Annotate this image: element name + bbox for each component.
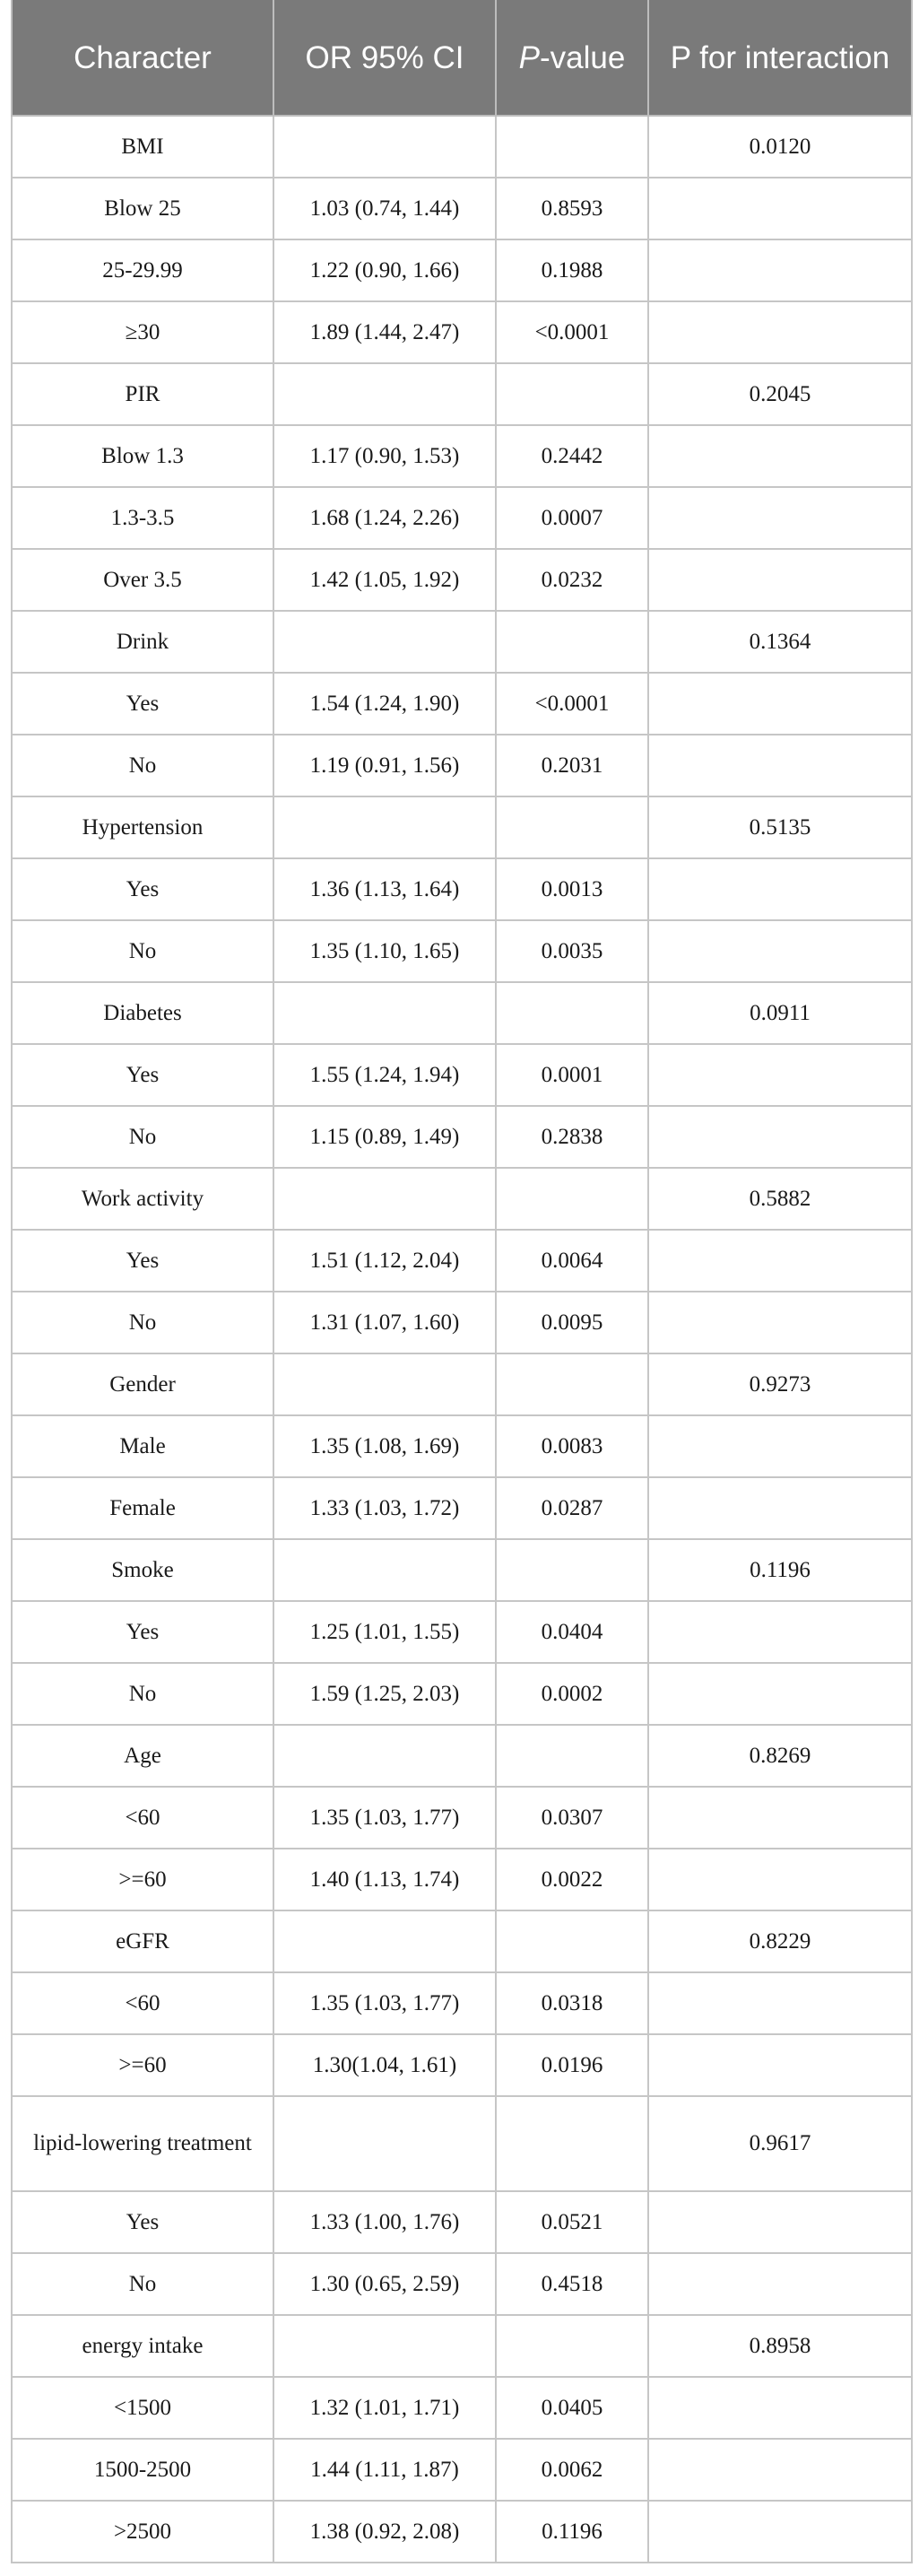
- cell-p-interaction: 0.8229: [648, 1910, 912, 1972]
- cell-p-interaction: [648, 1787, 912, 1849]
- cell-or-ci: 1.35 (1.03, 1.77): [273, 1787, 496, 1849]
- cell-or-ci: 1.38 (0.92, 2.08): [273, 2501, 496, 2563]
- cell-p-value: [496, 611, 648, 673]
- cell-character: Yes: [12, 1230, 273, 1292]
- table-row: [12, 673, 912, 735]
- cell-p-interaction: [648, 239, 912, 301]
- cell-p-value: 0.2031: [496, 735, 648, 796]
- cell-p-value: 0.0232: [496, 549, 648, 611]
- table-row: [12, 611, 912, 673]
- cell-p-value: 0.1988: [496, 239, 648, 301]
- cell-character: Diabetes: [12, 982, 273, 1044]
- cell-p-interaction: 0.1364: [648, 611, 912, 673]
- table-body: [12, 116, 912, 2563]
- cell-p-value: [496, 363, 648, 425]
- cell-character: No: [12, 2253, 273, 2315]
- cell-p-interaction: 0.2045: [648, 363, 912, 425]
- cell-or-ci: 1.32 (1.01, 1.71): [273, 2377, 496, 2439]
- cell-or-ci: 1.22 (0.90, 1.66): [273, 239, 496, 301]
- table-row: [12, 2191, 912, 2253]
- cell-or-ci: [273, 1168, 496, 1230]
- cell-or-ci: [273, 796, 496, 858]
- table-row: [12, 1477, 912, 1539]
- cell-p-value: 0.0007: [496, 487, 648, 549]
- cell-p-value: 0.0035: [496, 920, 648, 982]
- cell-or-ci: 1.35 (1.03, 1.77): [273, 1972, 496, 2034]
- cell-p-value: 0.1196: [496, 2501, 648, 2563]
- cell-character: Hypertension: [12, 796, 273, 858]
- cell-or-ci: 1.55 (1.24, 1.94): [273, 1044, 496, 1106]
- cell-p-value: [496, 1168, 648, 1230]
- cell-or-ci: [273, 982, 496, 1044]
- table-row: [12, 2315, 912, 2377]
- table-row: [12, 239, 912, 301]
- table-row: [12, 1044, 912, 1106]
- header-character: Character: [12, 0, 273, 116]
- cell-p-value: 0.4518: [496, 2253, 648, 2315]
- cell-p-value: 0.0001: [496, 1044, 648, 1106]
- cell-p-interaction: 0.5882: [648, 1168, 912, 1230]
- cell-p-interaction: [648, 301, 912, 363]
- cell-p-interaction: [648, 1849, 912, 1910]
- cell-p-value: [496, 2096, 648, 2191]
- cell-p-value: [496, 116, 648, 178]
- table-row: [12, 116, 912, 178]
- table-row: [12, 2377, 912, 2439]
- cell-p-value: 0.0062: [496, 2439, 648, 2501]
- cell-character: Yes: [12, 1044, 273, 1106]
- cell-p-value: [496, 796, 648, 858]
- cell-p-interaction: [648, 1477, 912, 1539]
- cell-p-value: 0.0404: [496, 1601, 648, 1663]
- cell-p-value: 0.2442: [496, 425, 648, 487]
- cell-or-ci: [273, 1539, 496, 1601]
- cell-p-value: 0.2838: [496, 1106, 648, 1168]
- table-row: [12, 1787, 912, 1849]
- cell-p-interaction: [648, 1044, 912, 1106]
- cell-or-ci: 1.31 (1.07, 1.60): [273, 1292, 496, 1353]
- cell-p-value: [496, 1725, 648, 1787]
- cell-or-ci: 1.15 (0.89, 1.49): [273, 1106, 496, 1168]
- cell-p-value: 0.0083: [496, 1415, 648, 1477]
- cell-or-ci: 1.03 (0.74, 1.44): [273, 178, 496, 239]
- cell-p-interaction: [648, 1106, 912, 1168]
- cell-or-ci: 1.40 (1.13, 1.74): [273, 1849, 496, 1910]
- cell-or-ci: 1.25 (1.01, 1.55): [273, 1601, 496, 1663]
- cell-p-interaction: [648, 549, 912, 611]
- table-row: [12, 1230, 912, 1292]
- table-row: [12, 178, 912, 239]
- cell-p-value: [496, 982, 648, 1044]
- cell-p-interaction: [648, 1292, 912, 1353]
- cell-p-value: 0.0521: [496, 2191, 648, 2253]
- cell-character: No: [12, 1292, 273, 1353]
- cell-p-value: 0.0318: [496, 1972, 648, 2034]
- cell-p-interaction: [648, 487, 912, 549]
- cell-character: 25-29.99: [12, 239, 273, 301]
- cell-or-ci: 1.54 (1.24, 1.90): [273, 673, 496, 735]
- cell-p-interaction: 0.5135: [648, 796, 912, 858]
- table-row: [12, 363, 912, 425]
- cell-p-value: 0.0013: [496, 858, 648, 920]
- cell-character: Smoke: [12, 1539, 273, 1601]
- table-row: [12, 2501, 912, 2563]
- cell-p-interaction: 0.9617: [648, 2096, 912, 2191]
- cell-p-interaction: [648, 920, 912, 982]
- cell-or-ci: 1.59 (1.25, 2.03): [273, 1663, 496, 1725]
- cell-or-ci: [273, 1353, 496, 1415]
- cell-p-interaction: [648, 2439, 912, 2501]
- cell-character: Age: [12, 1725, 273, 1787]
- cell-character: 1.3-3.5: [12, 487, 273, 549]
- cell-p-interaction: 0.0120: [648, 116, 912, 178]
- cell-or-ci: 1.35 (1.10, 1.65): [273, 920, 496, 982]
- cell-or-ci: 1.44 (1.11, 1.87): [273, 2439, 496, 2501]
- cell-or-ci: 1.51 (1.12, 2.04): [273, 1230, 496, 1292]
- table-row: [12, 1910, 912, 1972]
- cell-character: Yes: [12, 1601, 273, 1663]
- cell-p-interaction: [648, 1663, 912, 1725]
- table-row: [12, 1292, 912, 1353]
- cell-p-value: 0.0064: [496, 1230, 648, 1292]
- cell-or-ci: 1.17 (0.90, 1.53): [273, 425, 496, 487]
- cell-or-ci: [273, 363, 496, 425]
- table-row: [12, 1601, 912, 1663]
- cell-or-ci: [273, 1910, 496, 1972]
- cell-or-ci: [273, 1725, 496, 1787]
- cell-character: No: [12, 735, 273, 796]
- subgroup-interaction-table: [11, 0, 913, 2563]
- table-row: [12, 858, 912, 920]
- cell-character: >2500: [12, 2501, 273, 2563]
- cell-character: Blow 25: [12, 178, 273, 239]
- table-row: [12, 1972, 912, 2034]
- cell-p-value: 0.0196: [496, 2034, 648, 2096]
- cell-or-ci: 1.30(1.04, 1.61): [273, 2034, 496, 2096]
- table-row: [12, 1539, 912, 1601]
- cell-character: >=60: [12, 2034, 273, 2096]
- cell-character: No: [12, 920, 273, 982]
- table-row: [12, 1415, 912, 1477]
- cell-p-interaction: [648, 735, 912, 796]
- table-row: [12, 2253, 912, 2315]
- table-row: [12, 796, 912, 858]
- cell-or-ci: 1.33 (1.00, 1.76): [273, 2191, 496, 2253]
- cell-character: <60: [12, 1787, 273, 1849]
- cell-character: 1500-2500: [12, 2439, 273, 2501]
- table-row: [12, 301, 912, 363]
- cell-character: energy intake: [12, 2315, 273, 2377]
- cell-character: <60: [12, 1972, 273, 2034]
- cell-p-value: <0.0001: [496, 301, 648, 363]
- header-row: [12, 0, 912, 116]
- header-p-value: [496, 0, 648, 116]
- cell-p-interaction: [648, 2191, 912, 2253]
- cell-p-value: 0.8593: [496, 178, 648, 239]
- cell-p-value: 0.0307: [496, 1787, 648, 1849]
- cell-character: BMI: [12, 116, 273, 178]
- cell-character: Male: [12, 1415, 273, 1477]
- cell-p-value: 0.0022: [496, 1849, 648, 1910]
- cell-p-interaction: [648, 2034, 912, 2096]
- cell-character: Gender: [12, 1353, 273, 1415]
- cell-or-ci: 1.36 (1.13, 1.64): [273, 858, 496, 920]
- cell-p-value: <0.0001: [496, 673, 648, 735]
- table-row: [12, 1725, 912, 1787]
- cell-character: Blow 1.3: [12, 425, 273, 487]
- cell-p-interaction: [648, 2253, 912, 2315]
- cell-or-ci: 1.33 (1.03, 1.72): [273, 1477, 496, 1539]
- table-row: [12, 1663, 912, 1725]
- cell-character: ≥30: [12, 301, 273, 363]
- header-p-italic: P: [518, 39, 541, 75]
- cell-or-ci: [273, 611, 496, 673]
- cell-character: Over 3.5: [12, 549, 273, 611]
- table-row: [12, 549, 912, 611]
- cell-or-ci: 1.19 (0.91, 1.56): [273, 735, 496, 796]
- table-row: [12, 2034, 912, 2096]
- cell-p-interaction: 0.8958: [648, 2315, 912, 2377]
- cell-p-value: [496, 1539, 648, 1601]
- table-header: [12, 0, 912, 116]
- table-row: [12, 982, 912, 1044]
- cell-or-ci: [273, 2315, 496, 2377]
- table-row: [12, 1353, 912, 1415]
- cell-p-interaction: [648, 1972, 912, 2034]
- cell-character: Yes: [12, 2191, 273, 2253]
- cell-p-interaction: 0.1196: [648, 1539, 912, 1601]
- table-row: [12, 487, 912, 549]
- cell-p-interaction: [648, 1415, 912, 1477]
- cell-character: PIR: [12, 363, 273, 425]
- cell-p-interaction: [648, 858, 912, 920]
- cell-p-interaction: 0.8269: [648, 1725, 912, 1787]
- table-row: [12, 425, 912, 487]
- cell-character: >=60: [12, 1849, 273, 1910]
- cell-p-value: [496, 1910, 648, 1972]
- table-row: [12, 1849, 912, 1910]
- cell-or-ci: 1.42 (1.05, 1.92): [273, 549, 496, 611]
- cell-p-interaction: 0.0911: [648, 982, 912, 1044]
- header-or-ci: OR 95% CI: [273, 0, 496, 116]
- cell-or-ci: 1.68 (1.24, 2.26): [273, 487, 496, 549]
- cell-p-interaction: [648, 1601, 912, 1663]
- cell-p-interaction: [648, 673, 912, 735]
- table-row: [12, 2096, 912, 2191]
- cell-character: Yes: [12, 858, 273, 920]
- table-row: [12, 1106, 912, 1168]
- cell-or-ci: 1.30 (0.65, 2.59): [273, 2253, 496, 2315]
- cell-or-ci: [273, 2096, 496, 2191]
- cell-character: No: [12, 1663, 273, 1725]
- cell-p-value: 0.0002: [496, 1663, 648, 1725]
- cell-character: Drink: [12, 611, 273, 673]
- cell-p-value: 0.0405: [496, 2377, 648, 2439]
- cell-p-interaction: [648, 2377, 912, 2439]
- cell-p-value: [496, 2315, 648, 2377]
- cell-character: eGFR: [12, 1910, 273, 1972]
- cell-or-ci: [273, 116, 496, 178]
- cell-character: <1500: [12, 2377, 273, 2439]
- cell-p-interaction: [648, 178, 912, 239]
- cell-character: Female: [12, 1477, 273, 1539]
- cell-p-interaction: [648, 2501, 912, 2563]
- cell-character: Work activity: [12, 1168, 273, 1230]
- cell-p-value: 0.0287: [496, 1477, 648, 1539]
- table-row: [12, 2439, 912, 2501]
- table-row: [12, 920, 912, 982]
- cell-p-interaction: [648, 425, 912, 487]
- cell-or-ci: 1.35 (1.08, 1.69): [273, 1415, 496, 1477]
- header-p-interaction: P for interaction: [648, 0, 912, 116]
- table-row: [12, 1168, 912, 1230]
- table-row: [12, 735, 912, 796]
- cell-p-interaction: 0.9273: [648, 1353, 912, 1415]
- cell-p-value: 0.0095: [496, 1292, 648, 1353]
- cell-character: Yes: [12, 673, 273, 735]
- cell-character: lipid-lowering treatment: [12, 2096, 273, 2191]
- cell-or-ci: 1.89 (1.44, 2.47): [273, 301, 496, 363]
- header-p-suffix: -value: [540, 39, 626, 75]
- cell-character: No: [12, 1106, 273, 1168]
- cell-p-value: [496, 1353, 648, 1415]
- cell-p-interaction: [648, 1230, 912, 1292]
